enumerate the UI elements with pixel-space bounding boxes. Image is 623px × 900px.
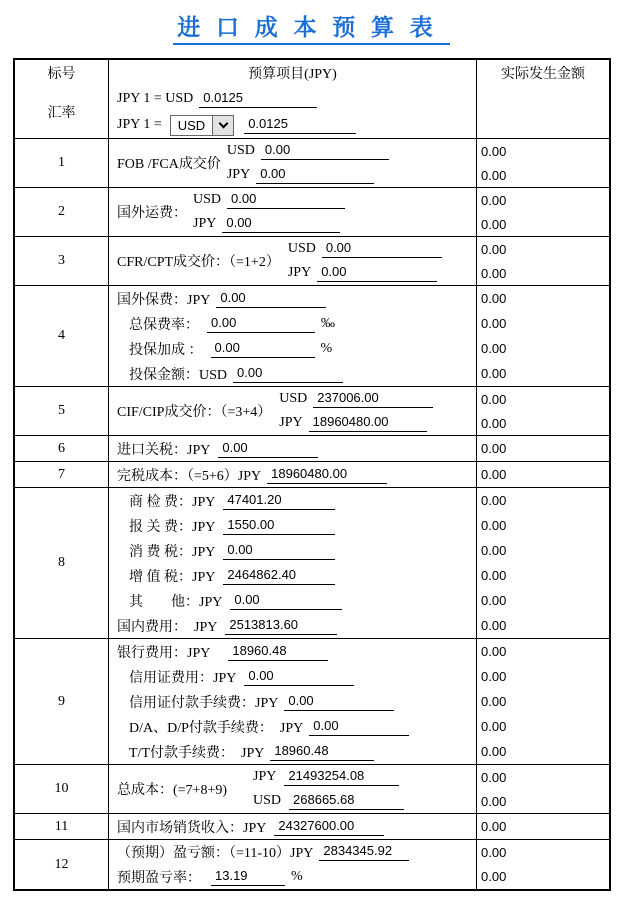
table-body bbox=[15, 86, 609, 889]
item-line bbox=[109, 613, 476, 638]
actual-amount-cell: 0.00 bbox=[481, 391, 507, 407]
item-line bbox=[109, 840, 476, 865]
import-cost-budget-page bbox=[0, 9, 623, 886]
table-row bbox=[15, 386, 609, 435]
unit-label: % bbox=[291, 868, 303, 884]
value-field[interactable]: 0.00 bbox=[233, 365, 343, 383]
unit-label: ‰ bbox=[321, 315, 335, 331]
actual-amount-cell: 0.00 bbox=[481, 719, 507, 734]
line-label: 报 关 费：JPY bbox=[129, 519, 216, 535]
line-label: JPY bbox=[253, 769, 277, 784]
value-field[interactable]: 0.0125 bbox=[244, 116, 356, 134]
line-label: 投保加成 ： bbox=[129, 342, 203, 358]
header-col-actual: 实际发生金额 bbox=[501, 67, 585, 82]
budget-table bbox=[13, 58, 611, 891]
line-label: 信用证费用：JPY bbox=[129, 670, 237, 686]
actual-amount-column bbox=[477, 840, 609, 889]
item-line bbox=[109, 739, 476, 764]
item-line bbox=[109, 538, 476, 563]
row-number: 1 bbox=[15, 139, 109, 187]
budget-item-cell bbox=[109, 188, 477, 236]
table-row bbox=[15, 839, 609, 889]
actual-amount-column bbox=[477, 436, 609, 461]
actual-amount-column bbox=[477, 237, 609, 285]
value-field[interactable]: 18960480.00 bbox=[267, 466, 387, 484]
budget-item-cell bbox=[109, 462, 477, 487]
item-label bbox=[109, 139, 221, 187]
row-number: 8 bbox=[15, 488, 109, 638]
item-label bbox=[109, 188, 187, 236]
value-field[interactable]: 0.00 bbox=[317, 264, 437, 282]
actual-amount-column bbox=[477, 639, 609, 764]
actual-amount-column bbox=[477, 387, 609, 435]
item-group bbox=[109, 188, 476, 236]
actual-amount-cell: 0.00 bbox=[481, 493, 507, 508]
table-row bbox=[15, 285, 609, 386]
item-group bbox=[109, 237, 476, 285]
budget-item-cell bbox=[109, 488, 477, 638]
value-field[interactable]: 18960.48 bbox=[270, 743, 374, 761]
actual-amount-cell: 0.00 bbox=[481, 769, 507, 785]
actual-amount-column bbox=[477, 488, 609, 638]
row-number: 汇率 bbox=[15, 86, 109, 138]
value-field[interactable]: 2513813.60 bbox=[225, 617, 337, 635]
value-field[interactable]: 0.00 bbox=[309, 718, 409, 736]
table-row bbox=[15, 487, 609, 638]
line-label: CIF/CIP成交价：（=3+4） bbox=[117, 405, 272, 420]
item-line bbox=[109, 588, 476, 613]
actual-amount-cell: 0.00 bbox=[481, 518, 507, 533]
line-label: USD bbox=[279, 391, 308, 406]
item-line bbox=[109, 814, 476, 839]
item-line bbox=[288, 237, 442, 261]
line-label: JPY bbox=[226, 167, 251, 182]
value-field[interactable]: 18960.48 bbox=[228, 643, 328, 661]
line-label: 商 检 费：JPY bbox=[129, 494, 216, 510]
actual-amount-column bbox=[477, 765, 609, 813]
value-field[interactable]: 0.00 bbox=[216, 290, 326, 308]
line-label: JPY bbox=[279, 415, 303, 430]
actual-amount-cell: 0.00 bbox=[481, 241, 507, 257]
budget-item-cell bbox=[109, 237, 477, 285]
line-label: USD bbox=[287, 241, 316, 256]
budget-item-cell bbox=[109, 139, 477, 187]
item-lines bbox=[109, 286, 476, 386]
budget-item-cell bbox=[109, 436, 477, 461]
item-line bbox=[109, 865, 476, 890]
line-label: 国外保费：JPY bbox=[117, 292, 211, 308]
line-label: JPY 1 = USD bbox=[117, 91, 194, 106]
item-group bbox=[109, 765, 476, 813]
actual-amount-cell: 0.00 bbox=[481, 415, 507, 431]
value-field[interactable]: 0.00 bbox=[322, 240, 442, 258]
budget-item-cell bbox=[109, 639, 477, 764]
actual-amount-cell: 0.00 bbox=[481, 216, 507, 232]
item-line bbox=[253, 789, 404, 813]
item-line bbox=[109, 639, 476, 664]
item-line bbox=[253, 765, 404, 789]
budget-item-cell bbox=[109, 387, 477, 435]
item-sublines bbox=[253, 765, 404, 813]
row-number: 4 bbox=[15, 286, 109, 386]
table-row bbox=[15, 461, 609, 487]
value-field[interactable]: 24327600.00 bbox=[274, 818, 384, 836]
item-line bbox=[109, 436, 476, 461]
item-lines bbox=[109, 86, 476, 138]
table-row bbox=[15, 138, 609, 187]
actual-amount-cell: 0.00 bbox=[481, 467, 507, 482]
value-field[interactable]: 0.00 bbox=[211, 340, 315, 358]
actual-amount-cell: 0.00 bbox=[481, 568, 507, 583]
line-label: 国内费用： JPY bbox=[117, 619, 218, 635]
line-label: 总保费率： bbox=[129, 317, 199, 333]
item-line bbox=[109, 563, 476, 588]
line-label: 国内市场销货收入：JPY bbox=[117, 820, 267, 836]
item-line bbox=[109, 689, 476, 714]
value-field[interactable]: 0.00 bbox=[230, 592, 342, 610]
table-header-row bbox=[15, 60, 609, 86]
value-field[interactable]: 0.00 bbox=[284, 693, 394, 711]
actual-amount-cell: 0.00 bbox=[481, 793, 507, 809]
item-line bbox=[109, 112, 476, 138]
actual-amount-cell: 0.00 bbox=[481, 167, 507, 183]
table-row bbox=[15, 86, 609, 138]
value-field[interactable]: 0.00 bbox=[222, 215, 340, 233]
currency-select-value: USD bbox=[177, 117, 206, 133]
actual-amount-column bbox=[477, 462, 609, 487]
actual-amount-cell: 0.00 bbox=[481, 744, 507, 759]
budget-item-cell bbox=[109, 286, 477, 386]
row-number: 12 bbox=[15, 840, 109, 889]
item-line bbox=[109, 336, 476, 361]
item-group bbox=[109, 387, 476, 435]
row-number: 7 bbox=[15, 462, 109, 487]
currency-select[interactable] bbox=[170, 115, 234, 136]
value-field[interactable]: 268665.68 bbox=[289, 792, 404, 810]
actual-amount-cell: 0.00 bbox=[481, 844, 507, 860]
header-col-items: 预算项目(JPY) bbox=[109, 60, 477, 86]
line-label: 进口关税：JPY bbox=[117, 442, 211, 458]
row-number: 2 bbox=[15, 188, 109, 236]
budget-item-cell bbox=[109, 86, 477, 138]
line-label: 增 值 税：JPY bbox=[129, 569, 216, 585]
line-label: 国外运费： bbox=[117, 206, 187, 221]
item-line bbox=[227, 163, 389, 187]
line-label: 信用证付款手续费：JPY bbox=[129, 695, 279, 711]
table-row bbox=[15, 638, 609, 764]
value-field[interactable]: 0.00 bbox=[261, 142, 389, 160]
line-label: JPY bbox=[193, 216, 217, 231]
line-label: USD bbox=[226, 143, 255, 158]
actual-amount-cell: 0.00 bbox=[481, 543, 507, 558]
item-label bbox=[109, 237, 280, 285]
item-sublines bbox=[279, 387, 433, 435]
line-label: T/T付款手续费： JPY bbox=[129, 745, 265, 761]
item-label bbox=[109, 387, 271, 435]
value-field[interactable]: 0.00 bbox=[218, 440, 318, 458]
item-line bbox=[109, 513, 476, 538]
actual-amount-cell: 0.00 bbox=[481, 819, 507, 834]
value-field[interactable]: 47401.20 bbox=[223, 492, 335, 510]
line-label: D/A、D/P付款手续费： JPY bbox=[129, 720, 304, 736]
item-line bbox=[109, 86, 476, 112]
line-label: USD bbox=[253, 793, 282, 808]
value-field[interactable]: 18960480.00 bbox=[309, 414, 427, 432]
item-sublines bbox=[193, 188, 345, 236]
value-field[interactable]: 2834345.92 bbox=[319, 843, 409, 861]
row-number: 10 bbox=[15, 765, 109, 813]
actual-amount-cell: 0.00 bbox=[481, 143, 507, 159]
item-line bbox=[279, 411, 433, 435]
actual-amount-column bbox=[477, 814, 609, 839]
budget-item-cell bbox=[109, 814, 477, 839]
table-row bbox=[15, 187, 609, 236]
value-field[interactable]: 0.00 bbox=[207, 315, 315, 333]
chevron-down-icon bbox=[218, 118, 228, 128]
actual-amount-cell bbox=[477, 86, 609, 112]
item-line bbox=[288, 261, 442, 285]
row-number: 3 bbox=[15, 237, 109, 285]
line-label: JPY bbox=[287, 265, 312, 280]
item-line bbox=[109, 311, 476, 336]
line-label: 银行费用：JPY bbox=[117, 645, 211, 661]
item-lines bbox=[109, 814, 476, 839]
table-row bbox=[15, 236, 609, 285]
actual-amount-cell: 0.00 bbox=[481, 644, 507, 659]
line-label: 消 费 税：JPY bbox=[129, 544, 216, 560]
line-label: 投保金额：USD bbox=[129, 367, 228, 383]
value-field[interactable]: 0.00 bbox=[244, 668, 354, 686]
value-field[interactable]: 0.00 bbox=[256, 166, 374, 184]
table-row bbox=[15, 813, 609, 839]
unit-label: % bbox=[320, 340, 333, 356]
value-field[interactable]: 0.0125 bbox=[199, 90, 317, 108]
header-col-number: 标号 bbox=[15, 60, 109, 86]
item-lines bbox=[109, 488, 476, 638]
actual-amount-cell: 0.00 bbox=[481, 192, 507, 208]
item-line bbox=[227, 139, 389, 163]
line-label: 其 他：JPY bbox=[129, 594, 223, 610]
item-label bbox=[109, 765, 227, 813]
item-lines bbox=[109, 462, 476, 487]
line-label: JPY 1 = bbox=[117, 117, 162, 132]
value-field[interactable]: 13.19 bbox=[211, 868, 285, 886]
actual-amount-cell: 0.00 bbox=[481, 316, 507, 331]
actual-amount-cell: 0.00 bbox=[481, 593, 507, 608]
value-field[interactable]: 0.00 bbox=[223, 542, 335, 560]
value-field[interactable]: 2464862.40 bbox=[223, 567, 335, 585]
budget-item-cell bbox=[109, 765, 477, 813]
value-field[interactable]: 1550.00 bbox=[223, 517, 335, 535]
line-label: （预期）盈亏额：（=11-10）JPY bbox=[117, 846, 314, 862]
actual-amount-cell: 0.00 bbox=[481, 441, 507, 456]
item-line bbox=[193, 212, 345, 236]
item-line bbox=[109, 714, 476, 739]
line-label: 总成本：(=7+8+9) bbox=[117, 783, 228, 798]
actual-amount-column bbox=[477, 286, 609, 386]
row-number: 6 bbox=[15, 436, 109, 461]
actual-amount-cell: 0.00 bbox=[481, 265, 507, 281]
item-line bbox=[193, 188, 345, 212]
actual-amount-cell: 0.00 bbox=[481, 366, 507, 381]
value-field[interactable]: 0.00 bbox=[227, 191, 345, 209]
actual-amount-cell: 0.00 bbox=[481, 291, 507, 306]
actual-amount-cell: 0.00 bbox=[481, 669, 507, 684]
item-line bbox=[109, 286, 476, 311]
item-lines bbox=[109, 639, 476, 764]
table-row bbox=[15, 435, 609, 461]
item-line bbox=[109, 361, 476, 386]
item-line bbox=[109, 664, 476, 689]
item-lines bbox=[109, 436, 476, 461]
item-sublines bbox=[227, 139, 389, 187]
actual-amount-column bbox=[477, 188, 609, 236]
actual-amount-cell: 0.00 bbox=[481, 694, 507, 709]
row-number: 9 bbox=[15, 639, 109, 764]
line-label: 完税成本：（=5+6）JPY bbox=[117, 468, 262, 484]
actual-amount-cell: 0.00 bbox=[481, 869, 507, 885]
item-sublines bbox=[288, 237, 442, 285]
item-line bbox=[109, 488, 476, 513]
page-title: 进 口 成 本 预 算 表 bbox=[173, 9, 450, 45]
line-label: USD bbox=[193, 192, 222, 207]
dropdown-arrow-icon bbox=[212, 116, 233, 135]
actual-amount-cell: 0.00 bbox=[481, 618, 507, 633]
table-row bbox=[15, 764, 609, 813]
line-label: 预期盈亏率： bbox=[117, 870, 201, 886]
line-label: CFR/CPT成交价：（=1+2） bbox=[117, 255, 280, 270]
item-group bbox=[109, 139, 476, 187]
row-number: 11 bbox=[15, 814, 109, 839]
actual-amount-column bbox=[477, 86, 609, 138]
item-lines bbox=[109, 840, 476, 889]
item-line bbox=[279, 387, 433, 411]
line-label: FOB /FCA成交价 bbox=[117, 157, 221, 172]
value-field[interactable]: 237006.00 bbox=[313, 390, 433, 408]
actual-amount-column bbox=[477, 139, 609, 187]
actual-amount-cell: 0.00 bbox=[481, 341, 507, 356]
value-field[interactable]: 21493254.08 bbox=[284, 768, 399, 786]
row-number: 5 bbox=[15, 387, 109, 435]
title-area bbox=[0, 9, 623, 49]
item-line bbox=[109, 462, 476, 487]
actual-amount-cell bbox=[477, 112, 609, 138]
budget-item-cell bbox=[109, 840, 477, 889]
